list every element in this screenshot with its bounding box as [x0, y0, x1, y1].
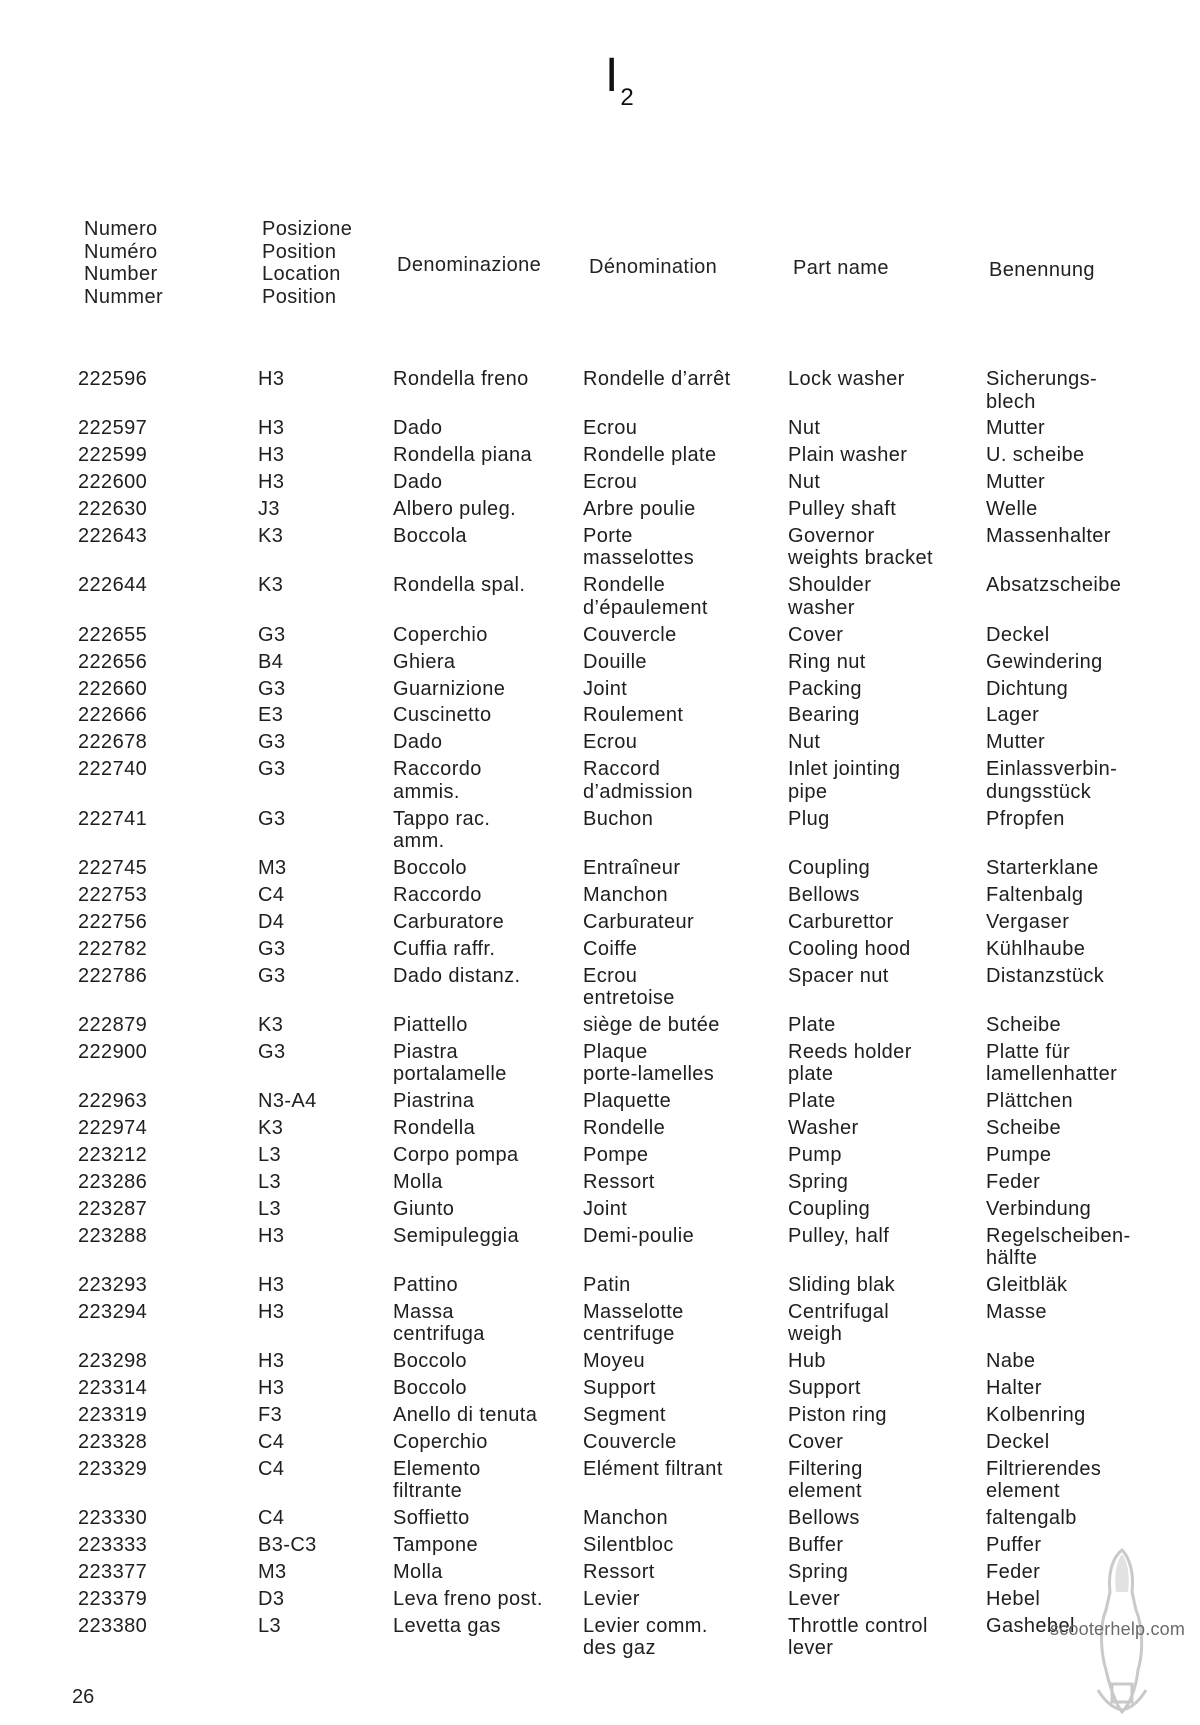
english-name-cell: Bellows	[788, 1507, 860, 1530]
table-row	[78, 1041, 1186, 1090]
italian-name-cell: Boccolo	[393, 1350, 467, 1373]
position-cell: D4	[258, 910, 285, 933]
italian-name-cell: Dado	[393, 471, 443, 494]
position-cell: K3	[258, 1117, 284, 1140]
english-name-cell: Pump	[788, 1143, 842, 1166]
french-name-cell: Pompe	[583, 1143, 649, 1166]
table-row	[78, 417, 1186, 444]
french-name-cell: Patin	[583, 1274, 631, 1297]
part-number-cell: 222879	[78, 1013, 148, 1036]
german-name-cell: Distanzstück	[986, 964, 1105, 987]
french-name-cell: Rondelle d’arrêt	[583, 368, 731, 390]
part-number-cell: 223293	[78, 1274, 148, 1297]
german-name-cell: Kolbenring	[986, 1404, 1086, 1427]
french-name-cell: Buchon	[583, 807, 654, 830]
french-name-cell: Manchon	[583, 883, 669, 906]
german-name-cell: Filtrierendes element	[986, 1457, 1102, 1503]
italian-name-cell: Rondella piana	[393, 444, 533, 467]
french-name-cell: Segment	[583, 1404, 666, 1427]
table-row	[78, 1431, 1186, 1458]
german-name-cell: Welle	[986, 498, 1038, 521]
table-row	[78, 1377, 1186, 1404]
part-number-cell: 223287	[78, 1197, 148, 1220]
italian-name-cell: Boccola	[393, 524, 467, 547]
part-number-cell: 222655	[78, 623, 148, 646]
position-cell: G3	[258, 937, 286, 960]
french-name-cell: Plaquette	[583, 1090, 672, 1113]
part-number-cell: 223288	[78, 1224, 148, 1247]
english-name-cell: Ring nut	[788, 650, 866, 673]
table-row	[78, 911, 1186, 938]
french-name-cell: siège de butée	[583, 1013, 720, 1036]
part-number-cell: 223330	[78, 1507, 148, 1530]
position-cell: H3	[258, 471, 285, 494]
italian-name-cell: Pattino	[393, 1274, 459, 1297]
part-number-cell: 222644	[78, 574, 148, 597]
table-row	[78, 1507, 1186, 1534]
table-row	[78, 624, 1186, 651]
english-name-cell: Reeds holder plate	[788, 1040, 912, 1086]
header-number	[84, 218, 163, 308]
position-cell: N3-A4	[258, 1090, 317, 1113]
italian-name-cell: Anello di tenuta	[393, 1404, 538, 1427]
table-row	[78, 1171, 1186, 1198]
english-name-cell: Nut	[788, 731, 821, 754]
position-cell: C4	[258, 883, 285, 906]
header-position	[262, 218, 352, 308]
header-position-de: Position	[262, 285, 337, 308]
italian-name-cell: Semipuleggia	[393, 1224, 519, 1247]
italian-name-cell: Dado distanz.	[393, 964, 521, 987]
table-row	[78, 731, 1186, 758]
german-name-cell: faltengalb	[986, 1507, 1077, 1530]
german-name-cell: Hebel	[986, 1587, 1041, 1610]
french-name-cell: Levier	[583, 1587, 640, 1610]
part-number-cell: 222786	[78, 964, 148, 987]
german-name-cell: Vergaser	[986, 910, 1070, 933]
german-name-cell: Absatzscheibe	[986, 574, 1122, 597]
english-name-cell: Hub	[788, 1350, 826, 1373]
italian-name-cell: Elemento filtrante	[393, 1457, 481, 1503]
italian-name-cell: Molla	[393, 1170, 443, 1193]
english-name-cell: Lever	[788, 1587, 841, 1610]
position-cell: E3	[258, 704, 284, 727]
table-row	[78, 1090, 1186, 1117]
position-cell: M3	[258, 856, 287, 879]
table-row	[78, 857, 1186, 884]
french-name-cell: Masselotte centrifuge	[583, 1300, 684, 1346]
italian-name-cell: Rondella spal.	[393, 574, 526, 597]
italian-name-cell: Guarnizione	[393, 677, 506, 700]
table-row	[78, 1534, 1186, 1561]
table-row	[78, 965, 1186, 1014]
table-row	[78, 498, 1186, 525]
table-row	[78, 1561, 1186, 1588]
table-row	[78, 574, 1186, 623]
part-number-cell: 223379	[78, 1587, 148, 1610]
italian-name-cell: Dado	[393, 731, 443, 754]
italian-name-cell: Boccolo	[393, 856, 467, 879]
english-name-cell: Centrifugal weigh	[788, 1300, 890, 1346]
english-name-cell: Nut	[788, 471, 821, 494]
french-name-cell: Ressort	[583, 1170, 655, 1193]
table-row	[78, 938, 1186, 965]
part-number-cell: 222740	[78, 758, 148, 781]
italian-name-cell: Albero puleg.	[393, 498, 517, 521]
italian-name-cell: Cuffia raffr.	[393, 937, 496, 960]
part-number-cell: 223377	[78, 1561, 148, 1584]
french-name-cell: Silentbloc	[583, 1534, 674, 1557]
part-number-cell: 222963	[78, 1090, 148, 1113]
italian-name-cell: Cuscinetto	[393, 704, 492, 727]
german-name-cell: Pfropfen	[986, 807, 1065, 830]
english-name-cell: Shoulder washer	[788, 574, 872, 619]
part-number-cell: 222666	[78, 704, 148, 727]
french-name-cell: Ecrou	[583, 471, 638, 494]
part-number-cell: 222782	[78, 937, 148, 960]
french-name-cell: Douille	[583, 650, 647, 673]
parts-table-body	[78, 368, 1186, 1664]
position-cell: L3	[258, 1143, 282, 1166]
position-cell: H3	[258, 1377, 285, 1400]
position-cell: H3	[258, 1274, 285, 1297]
header-english: Part name	[793, 257, 889, 279]
part-number-cell: 222678	[78, 731, 148, 754]
german-name-cell: Platte für lamellenhatter	[986, 1040, 1118, 1086]
part-number-cell: 223298	[78, 1350, 148, 1373]
part-number-cell: 222599	[78, 444, 148, 467]
table-row	[78, 525, 1186, 574]
french-name-cell: Couvercle	[583, 623, 677, 646]
french-name-cell: Rondelle	[583, 1117, 666, 1140]
table-row	[78, 444, 1186, 471]
position-cell: G3	[258, 731, 286, 754]
part-number-cell: 223294	[78, 1300, 148, 1323]
english-name-cell: Carburettor	[788, 910, 894, 933]
part-number-cell: 222597	[78, 417, 148, 440]
german-name-cell: Pumpe	[986, 1143, 1052, 1166]
french-name-cell: Couvercle	[583, 1431, 677, 1453]
table-row	[78, 1225, 1186, 1274]
header-number-de: Nummer	[84, 285, 164, 308]
table-row	[78, 1301, 1186, 1350]
english-name-cell: Spring	[788, 1170, 849, 1193]
part-number-cell: 222753	[78, 883, 148, 906]
italian-name-cell: Giunto	[393, 1197, 455, 1220]
italian-name-cell: Dado	[393, 417, 443, 440]
table-row	[78, 884, 1186, 911]
page-title-subscript: 2	[620, 84, 634, 111]
position-cell: L3	[258, 1170, 282, 1193]
italian-name-cell: Ghiera	[393, 650, 456, 673]
german-name-cell: Scheibe	[986, 1013, 1062, 1036]
position-cell: G3	[258, 623, 286, 646]
french-name-cell: Support	[583, 1377, 656, 1400]
table-row	[78, 471, 1186, 498]
position-cell: G3	[258, 807, 286, 830]
position-cell: J3	[258, 498, 280, 521]
table-row	[78, 1274, 1186, 1301]
part-number-cell: 223380	[78, 1614, 148, 1637]
position-cell: K3	[258, 574, 284, 597]
german-name-cell: U. scheibe	[986, 444, 1085, 467]
position-cell: C4	[258, 1431, 285, 1453]
french-name-cell: Porte masselottes	[583, 524, 695, 570]
french-name-cell: Coiffe	[583, 937, 638, 960]
french-name-cell: Ecrou	[583, 417, 638, 440]
german-name-cell: Regelscheiben- hälfte	[986, 1224, 1131, 1270]
german-name-cell: Faltenbalg	[986, 883, 1084, 906]
english-name-cell: Governor weights bracket	[788, 524, 933, 570]
position-cell: H3	[258, 368, 285, 390]
table-row	[78, 1404, 1186, 1431]
german-name-cell: Plättchen	[986, 1090, 1073, 1113]
position-cell: G3	[258, 677, 286, 700]
german-name-cell: Feder	[986, 1170, 1041, 1193]
english-name-cell: Bearing	[788, 704, 860, 727]
table-row	[78, 758, 1186, 807]
part-number-cell: 223319	[78, 1404, 148, 1427]
english-name-cell: Piston ring	[788, 1404, 887, 1427]
table-row	[78, 808, 1186, 857]
english-name-cell: Inlet jointing pipe	[788, 758, 901, 803]
english-name-cell: Cooling hood	[788, 937, 911, 960]
table-row	[78, 1198, 1186, 1225]
english-name-cell: Support	[788, 1377, 861, 1400]
italian-name-cell: Tappo rac. amm.	[393, 807, 491, 853]
italian-name-cell: Coperchio	[393, 623, 488, 646]
table-row	[78, 368, 1186, 417]
position-cell: H3	[258, 417, 285, 440]
italian-name-cell: Piastra portalamelle	[393, 1040, 507, 1086]
english-name-cell: Coupling	[788, 1197, 871, 1220]
part-number-cell: 222596	[78, 368, 148, 390]
german-name-cell: Scheibe	[986, 1117, 1062, 1140]
french-name-cell: Roulement	[583, 704, 684, 727]
german-name-cell: Gashebel	[986, 1614, 1075, 1637]
position-cell: G3	[258, 964, 286, 987]
part-number-cell: 222643	[78, 524, 148, 547]
english-name-cell: Cover	[788, 623, 844, 646]
english-name-cell: Pulley shaft	[788, 498, 897, 521]
french-name-cell: Rondelle d’épaulement	[583, 574, 708, 619]
italian-name-cell: Leva freno post.	[393, 1587, 543, 1610]
italian-name-cell: Levetta gas	[393, 1614, 501, 1637]
position-cell: M3	[258, 1561, 287, 1584]
german-name-cell: Starterklane	[986, 856, 1099, 879]
part-number-cell: 222630	[78, 498, 148, 521]
watermark-text: scooterhelp.com	[1050, 1619, 1186, 1639]
table-row	[78, 1350, 1186, 1377]
page-title-main: I	[605, 49, 619, 102]
part-number-cell: 223329	[78, 1457, 148, 1480]
table-row	[78, 678, 1186, 705]
part-number-cell: 222745	[78, 856, 148, 879]
italian-name-cell: Molla	[393, 1561, 443, 1584]
header-french: Dénomination	[589, 256, 718, 278]
english-name-cell: Spacer nut	[788, 964, 889, 987]
position-cell: B3-C3	[258, 1534, 317, 1557]
table-row	[78, 1117, 1186, 1144]
german-name-cell: Massenhalter	[986, 524, 1111, 547]
german-name-cell: Mutter	[986, 471, 1046, 494]
header-italian: Denominazione	[397, 254, 542, 276]
part-number-cell: 222660	[78, 677, 148, 700]
italian-name-cell: Carburatore	[393, 910, 505, 933]
french-name-cell: Entraîneur	[583, 856, 681, 879]
header-number-it: Numero	[84, 218, 158, 240]
table-row	[78, 651, 1186, 678]
table-row	[78, 1615, 1186, 1664]
header-german: Benennung	[989, 259, 1095, 281]
position-cell: K3	[258, 524, 284, 547]
italian-name-cell: Piattello	[393, 1013, 468, 1036]
position-cell: B4	[258, 650, 284, 673]
italian-name-cell: Corpo pompa	[393, 1143, 519, 1166]
header-position-it: Posizione	[262, 218, 353, 240]
french-name-cell: Levier comm. des gaz	[583, 1614, 708, 1660]
italian-name-cell: Raccordo	[393, 883, 482, 906]
english-name-cell: Plain washer	[788, 444, 908, 467]
part-number-cell: 222741	[78, 807, 148, 830]
french-name-cell: Joint	[583, 1197, 628, 1220]
french-name-cell: Raccord d’admission	[583, 758, 694, 803]
english-name-cell: Plate	[788, 1090, 836, 1113]
position-cell: H3	[258, 444, 285, 467]
french-name-cell: Elément filtrant	[583, 1457, 723, 1480]
italian-name-cell: Rondella freno	[393, 368, 529, 390]
part-number-cell: 222974	[78, 1117, 148, 1140]
position-cell: F3	[258, 1404, 283, 1427]
french-name-cell: Ressort	[583, 1561, 655, 1584]
italian-name-cell: Boccolo	[393, 1377, 467, 1400]
french-name-cell: Rondelle plate	[583, 444, 717, 467]
english-name-cell: Bellows	[788, 883, 860, 906]
header-position-fr: Position	[262, 240, 337, 263]
italian-name-cell: Raccordo ammis.	[393, 758, 482, 803]
position-cell: G3	[258, 758, 286, 781]
table-row	[78, 1458, 1186, 1507]
german-name-cell: Verbindung	[986, 1197, 1092, 1220]
italian-name-cell: Piastrina	[393, 1090, 475, 1113]
german-name-cell: Mutter	[986, 417, 1046, 440]
german-name-cell: Deckel	[986, 1431, 1050, 1453]
part-number-cell: 222900	[78, 1040, 148, 1063]
french-name-cell: Ecrou entretoise	[583, 964, 675, 1010]
english-name-cell: Cover	[788, 1431, 844, 1453]
position-cell: L3	[258, 1197, 282, 1220]
italian-name-cell: Rondella	[393, 1117, 476, 1140]
french-name-cell: Manchon	[583, 1507, 669, 1530]
position-cell: C4	[258, 1457, 285, 1480]
german-name-cell: Deckel	[986, 623, 1050, 646]
english-name-cell: Packing	[788, 677, 862, 700]
german-name-cell: Halter	[986, 1377, 1042, 1400]
french-name-cell: Moyeu	[583, 1350, 646, 1373]
french-name-cell: Joint	[583, 677, 628, 700]
italian-name-cell: Coperchio	[393, 1431, 488, 1453]
table-row	[78, 704, 1186, 731]
french-name-cell: Demi-poulie	[583, 1224, 695, 1247]
german-name-cell: Kühlhaube	[986, 937, 1086, 960]
english-name-cell: Coupling	[788, 856, 871, 879]
position-cell: D3	[258, 1587, 285, 1610]
german-name-cell: Masse	[986, 1300, 1047, 1323]
italian-name-cell: Tampone	[393, 1534, 479, 1557]
header-number-en: Number	[84, 263, 158, 285]
part-number-cell: 222600	[78, 471, 148, 494]
table-row	[78, 1144, 1186, 1171]
page-number: 26	[72, 1686, 95, 1708]
german-name-cell: Gewindering	[986, 650, 1103, 673]
table-row	[78, 1588, 1186, 1615]
german-name-cell: Nabe	[986, 1350, 1036, 1373]
german-name-cell: Sicherungs- blech	[986, 368, 1098, 413]
french-name-cell: Arbre poulie	[583, 498, 696, 521]
italian-name-cell: Soffietto	[393, 1507, 470, 1530]
part-number-cell: 222756	[78, 910, 148, 933]
english-name-cell: Filtering element	[788, 1457, 863, 1503]
french-name-cell: Carburateur	[583, 910, 695, 933]
part-number-cell: 223314	[78, 1377, 148, 1400]
part-number-cell: 223286	[78, 1170, 148, 1193]
position-cell: H3	[258, 1350, 285, 1373]
part-number-cell: 223328	[78, 1431, 148, 1453]
english-name-cell: Pulley, half	[788, 1224, 890, 1247]
english-name-cell: Nut	[788, 417, 821, 440]
part-number-cell: 223333	[78, 1534, 148, 1557]
position-cell: G3	[258, 1040, 286, 1063]
position-cell: H3	[258, 1300, 285, 1323]
german-name-cell: Gleitbläk	[986, 1274, 1068, 1297]
header-number-fr: Numéro	[84, 240, 158, 263]
position-cell: C4	[258, 1507, 285, 1530]
german-name-cell: Einlassverbin- dungsstück	[986, 758, 1118, 803]
page-title	[605, 49, 634, 122]
english-name-cell: Plug	[788, 807, 830, 830]
part-number-cell: 222656	[78, 650, 148, 673]
table-row	[78, 1014, 1186, 1041]
german-name-cell: Feder	[986, 1561, 1041, 1584]
german-name-cell: Puffer	[986, 1534, 1042, 1557]
header-position-en: Location	[262, 263, 341, 285]
german-name-cell: Lager	[986, 704, 1040, 727]
english-name-cell: Lock washer	[788, 368, 905, 390]
italian-name-cell: Massa centrifuga	[393, 1300, 485, 1346]
position-cell: H3	[258, 1224, 285, 1247]
parts-table	[78, 368, 1186, 1664]
english-name-cell: Throttle control lever	[788, 1614, 928, 1660]
french-name-cell: Plaque porte-lamelles	[583, 1040, 715, 1086]
english-name-cell: Washer	[788, 1117, 859, 1140]
part-number-cell: 223212	[78, 1143, 148, 1166]
french-name-cell: Ecrou	[583, 731, 638, 754]
english-name-cell: Buffer	[788, 1534, 844, 1557]
english-name-cell: Sliding blak	[788, 1274, 896, 1297]
english-name-cell: Plate	[788, 1013, 836, 1036]
german-name-cell: Mutter	[986, 731, 1046, 754]
german-name-cell: Dichtung	[986, 677, 1069, 700]
position-cell: K3	[258, 1013, 284, 1036]
position-cell: L3	[258, 1614, 282, 1637]
english-name-cell: Spring	[788, 1561, 849, 1584]
